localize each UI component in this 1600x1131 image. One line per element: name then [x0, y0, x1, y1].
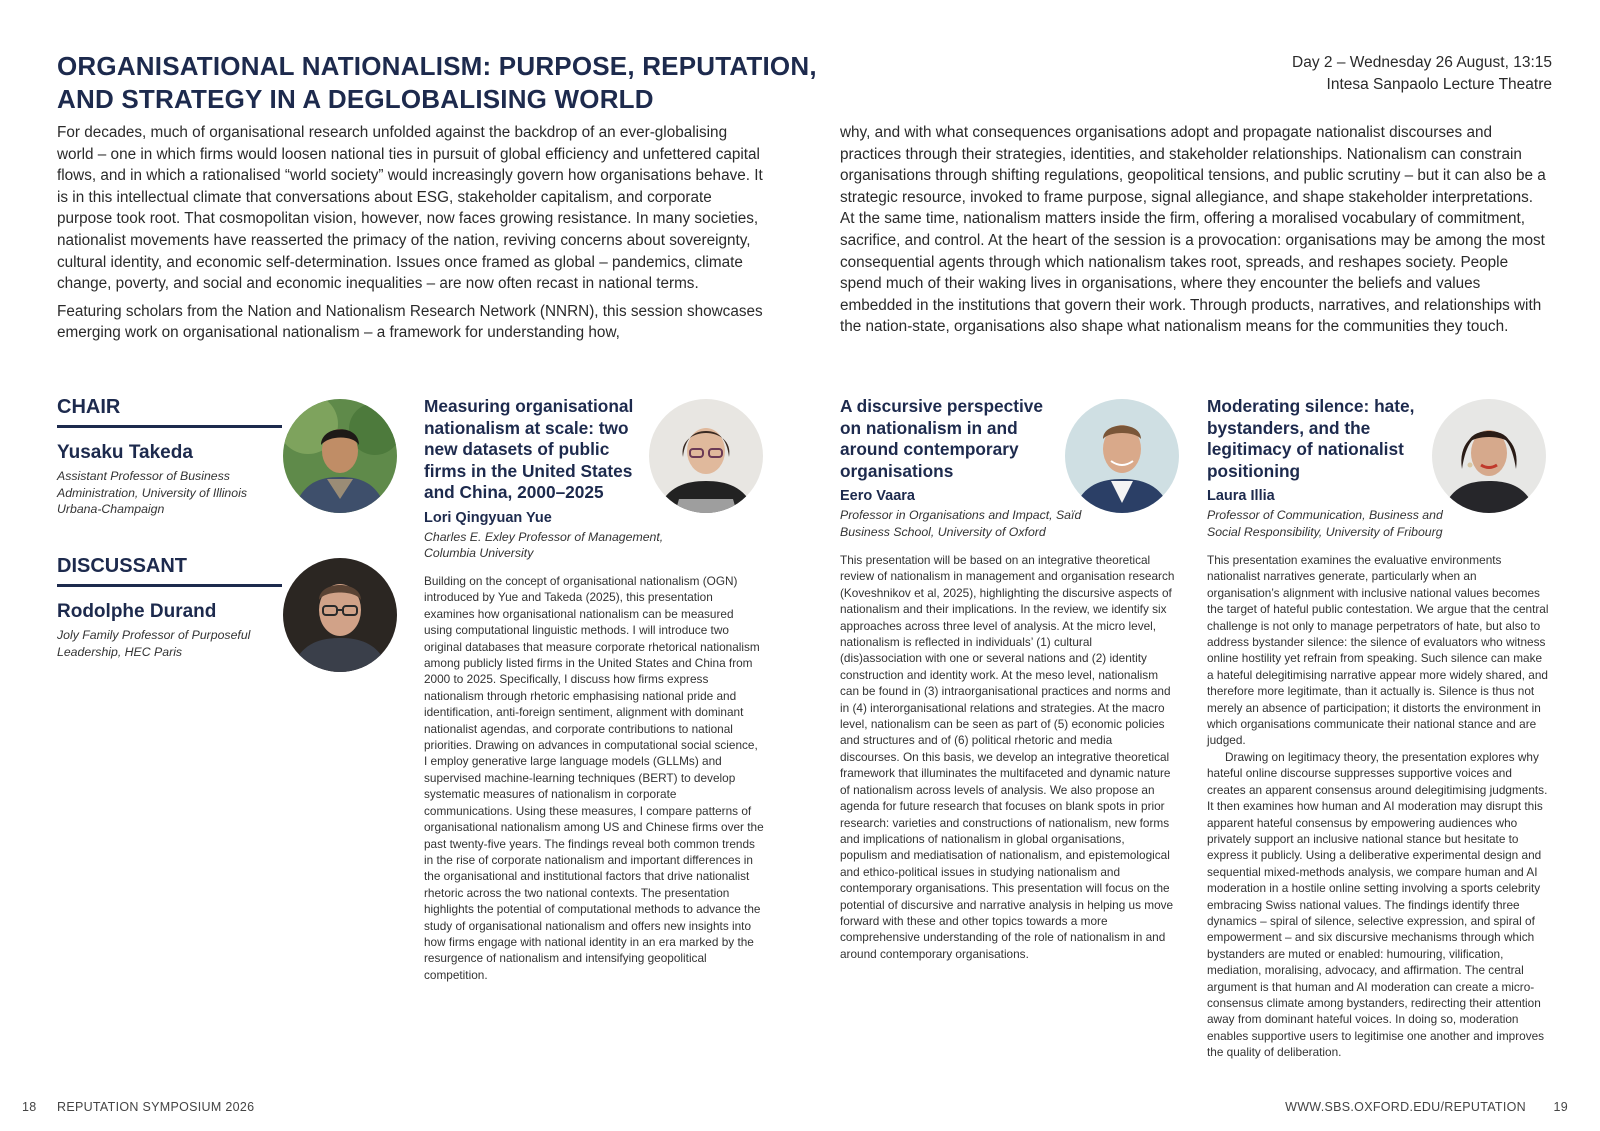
- talk-2-abstract: [840, 552, 1175, 962]
- intro-paragraph-1: For decades, much of organisational research unfolded against the backdrop of an ever-globalising world – one in which firms would loosen national ties in pursuit of global efficiency and unfettered capital flows, and in which a rationalised “world society” would increasingly govern how organisations behave. It is in this intellectual climate that conversations about ESG, stakeholder capitalism, and corporate purpose took root. That cosmopolitan vision, however, now faces growing resistance. In many societies, nationalist movements have reasserted the primacy of the nation, reviving concerns about sovereignty, cultural identity, and economic self-determination. Issues once framed as global – pandemics, climate change, poverty, and social and economic inequalities – are now often recast in national terms.: [57, 124, 763, 293]
- discussant-name: Rodolphe Durand: [57, 601, 217, 622]
- talk-3-speaker-role: Professor of Communication, Business and Social Responsibility, University of Fribourg: [1207, 508, 1443, 539]
- page-number-right: 19: [1553, 1100, 1568, 1114]
- discussant-rule: [57, 584, 282, 587]
- talk-2-abstract-text: This presentation will be based on an integrative theoretical review of nationalism in management and organisation research (Koveshnikov et al, 2025), highlighting the discursive aspects of nationalism and their implications. In the review, we identify six approaches across three level of analysis. At the micro level, nationalism is reflected in individuals’ (1) cultural (dis)association with one or several nations and (2) identity construction and identity work. At the meso level, nationalism can be found in (3) intraorganisational practices and norms and in (4) interorganisational relations and strategies. At the macro level, nationalism can be seen as part of (5) economic policies and structures and of (6) political rhetoric and media discourses. On this basis, we develop an integrative theoretical framework that illuminates the multifaceted and dynamic nature of nationalism across levels of analysis. We also propose an agenda for future research that focuses on blank spots in prior research: varieties and constructions of nationalism, new forms and implications of nationalism in global organisations, populism and mediatisation of nationalism, and epistemological and ethico-political issues in studying nationalism and contemporary organisations. This presentation will focus on the potential of discursive and narrative analysis in helping us move forward with these and other topics towards a more comprehensive understanding of the role of nationalism in and around contemporary organisations.: [840, 553, 1175, 961]
- talk-3-abstract-text-1: This presentation examines the evaluative environments nationalist narratives generate, particularly when an organisation’s alignment with inclusive national values becomes the target of hateful public contestation. We argue that the central challenge is not only to manage perpetrators of hate, but also to address bystander silence: the silence of evaluators who witness online hostility yet refrain from speaking. Such silence can make a hateful delegitimising narrative appear more widely shared, and therefore more legitimate, than it actually is. Silence is thus not merely an absence of participation; it distorts the environment in which organisations communicate their national stance and are judged.: [1207, 553, 1549, 748]
- chair-role: Assistant Professor of Business Administration, University of Illinois Urbana-Champaign: [57, 469, 247, 516]
- talk-1-speaker-photo: [649, 399, 763, 513]
- talk-3-title: Moderating silence: hate, bystanders, and the legitimacy of nationalist positioning: [1207, 396, 1415, 481]
- talk-1-title: Measuring organisational nationalism at scale: two new datasets of public firms in the United States and China, 2000–2025: [424, 396, 634, 502]
- intro-paragraph-2: Featuring scholars from the Nation and Nationalism Research Network (NNRN), this session showcases emerging work on organisational nationalism – a framework for understanding how,: [57, 302, 763, 342]
- intro-right-column: [840, 122, 1550, 344]
- talk-1-header: [424, 396, 664, 562]
- talk-2-title: A discursive perspective on nationalism in and around contemporary organisations: [840, 396, 1043, 481]
- chair-block: [57, 396, 282, 518]
- talk-2-header: [840, 396, 1082, 540]
- talk-2-speaker: Eero Vaara: [840, 488, 915, 504]
- talk-1-abstract: [424, 573, 764, 983]
- chair-rule: [57, 425, 282, 428]
- footer-publication: REPUTATION SYMPOSIUM 2026: [57, 1100, 255, 1114]
- talk-1-speaker-role: Charles E. Exley Professor of Management, Columbia University: [424, 529, 664, 560]
- footer-url[interactable]: WWW.SBS.OXFORD.EDU/REPUTATION: [1285, 1100, 1526, 1114]
- talk-3-speaker: Laura Illia: [1207, 488, 1275, 504]
- session-venue: Intesa Sanpaolo Lecture Theatre: [1326, 76, 1552, 93]
- talk-2-speaker-role: Professor in Organisations and Impact, Saïd Business School, University of Oxford: [840, 508, 1082, 539]
- talk-3-speaker-photo: [1432, 399, 1546, 513]
- intro-left-column: [57, 122, 763, 350]
- discussant-role: Joly Family Professor of Purposeful Leadership, HEC Paris: [57, 628, 251, 659]
- discussant-heading: DISCUSSANT: [57, 555, 188, 577]
- talk-3-abstract-text-2: Drawing on legitimacy theory, the presentation explores why hateful online discourse suppresses supportive voices and creates an apparent consensus around delegitimising judgments. It then examines how human and AI moderation may disrupt this apparent hateful consensus by empowering audiences who privately support an inclusive national stance but hesitate to express it publicly. Using a deliberative experimental design and sequential mixed-methods analysis, we compare human and AI moderation in a hostile online setting involving a sports celebrity embracing Swiss national values. The findings identify three dynamics – spiral of silence, selective expression, and spiral of empowerment – and six discursive mechanisms through which bystanders are muted or enabled: humouring, vilification, mediation, moralising, advocacy, and affirmation. The central argument is that human and AI moderation can create a micro-consensus climate among bystanders, redirecting their attention away from dominant hateful voices. In doing so, moderation enables supportive users to legitimise one another and improves the quality of deliberation.: [1207, 749, 1548, 1060]
- talk-2-speaker-photo: [1065, 399, 1179, 513]
- session-info: [1292, 52, 1552, 96]
- talk-1-abstract-text: Building on the concept of organisational nationalism (OGN) introduced by Yue and Takeda (2025), this presentation examines how organisational nationalism can be measured using computational linguistic methods. I will introduce two original databases that measure corporate rhetorical nationalism among publicly listed firms in the United States and China from 2000 to 2025. Specifically, I discuss how firms express nationalism through rhetoric emphasising national pride and identification, anti-foreign sentiment, alignment with dominant nationalist agendas, and corporate contributions to national priorities. Drawing on advances in computational social science, I employ generative large language models (GLLMs) and supervised machine-learning techniques (BERT) to develop systematic measures of nationalism in corporate communications. Using these measures, I compare patterns of organisational nationalism among US and Chinese firms over the past twenty-five years. The findings reveal both common trends in the rise of corporate nationalism and important differences in the organisational and institutional factors that drive nationalist rhetoric across the two national contexts. The presentation highlights the potential of computational methods to advance the study of organisational nationalism and offers new insights into how firms engage with national identity in an era marked by the resurgence of nationalism and intensifying geopolitical competition.: [424, 574, 764, 982]
- session-day-time: Day 2 – Wednesday 26 August, 13:15: [1292, 54, 1552, 71]
- discussant-photo: [283, 558, 397, 672]
- talk-3-header: [1207, 396, 1443, 540]
- talk-1-speaker: Lori Qingyuan Yue: [424, 509, 552, 526]
- chair-name: Yusaku Takeda: [57, 442, 193, 463]
- intro-paragraph-3: why, and with what consequences organisations adopt and propagate nationalist discourses and practices through their strategies, identities, and stakeholder relationships. Nationalism can constrain organisations through shifting regulations, geopolitical tensions, and public scrutiny – but it can also be a strategic resource, invoked to frame purpose, signal allegiance, and shape stakeholder interpretations. At the same time, nationalism matters inside the firm, offering a moralised vocabulary of commitment, sacrifice, and control. At the heart of the session is a provocation: organisations may be among the most consequential agents through which nationalism takes root, spreads, and reshapes society. People spend much of their waking lives in organisations, where they encounter the beliefs and values embedded in the institutions that govern their work. Through products, narratives, and relationships with the nation-state, organisations also shape what nationalism means for the communities they touch.: [840, 124, 1546, 336]
- page-number-left: 18: [22, 1100, 37, 1114]
- page-title: ORGANISATIONAL NATIONALISM: PURPOSE, REPUTATION, AND STRATEGY IN A DEGLOBALISING WORLD: [57, 51, 817, 114]
- chair-photo: [283, 399, 397, 513]
- talk-3-abstract: [1207, 552, 1549, 1061]
- chair-heading: CHAIR: [57, 396, 121, 418]
- discussant-block: [57, 555, 282, 660]
